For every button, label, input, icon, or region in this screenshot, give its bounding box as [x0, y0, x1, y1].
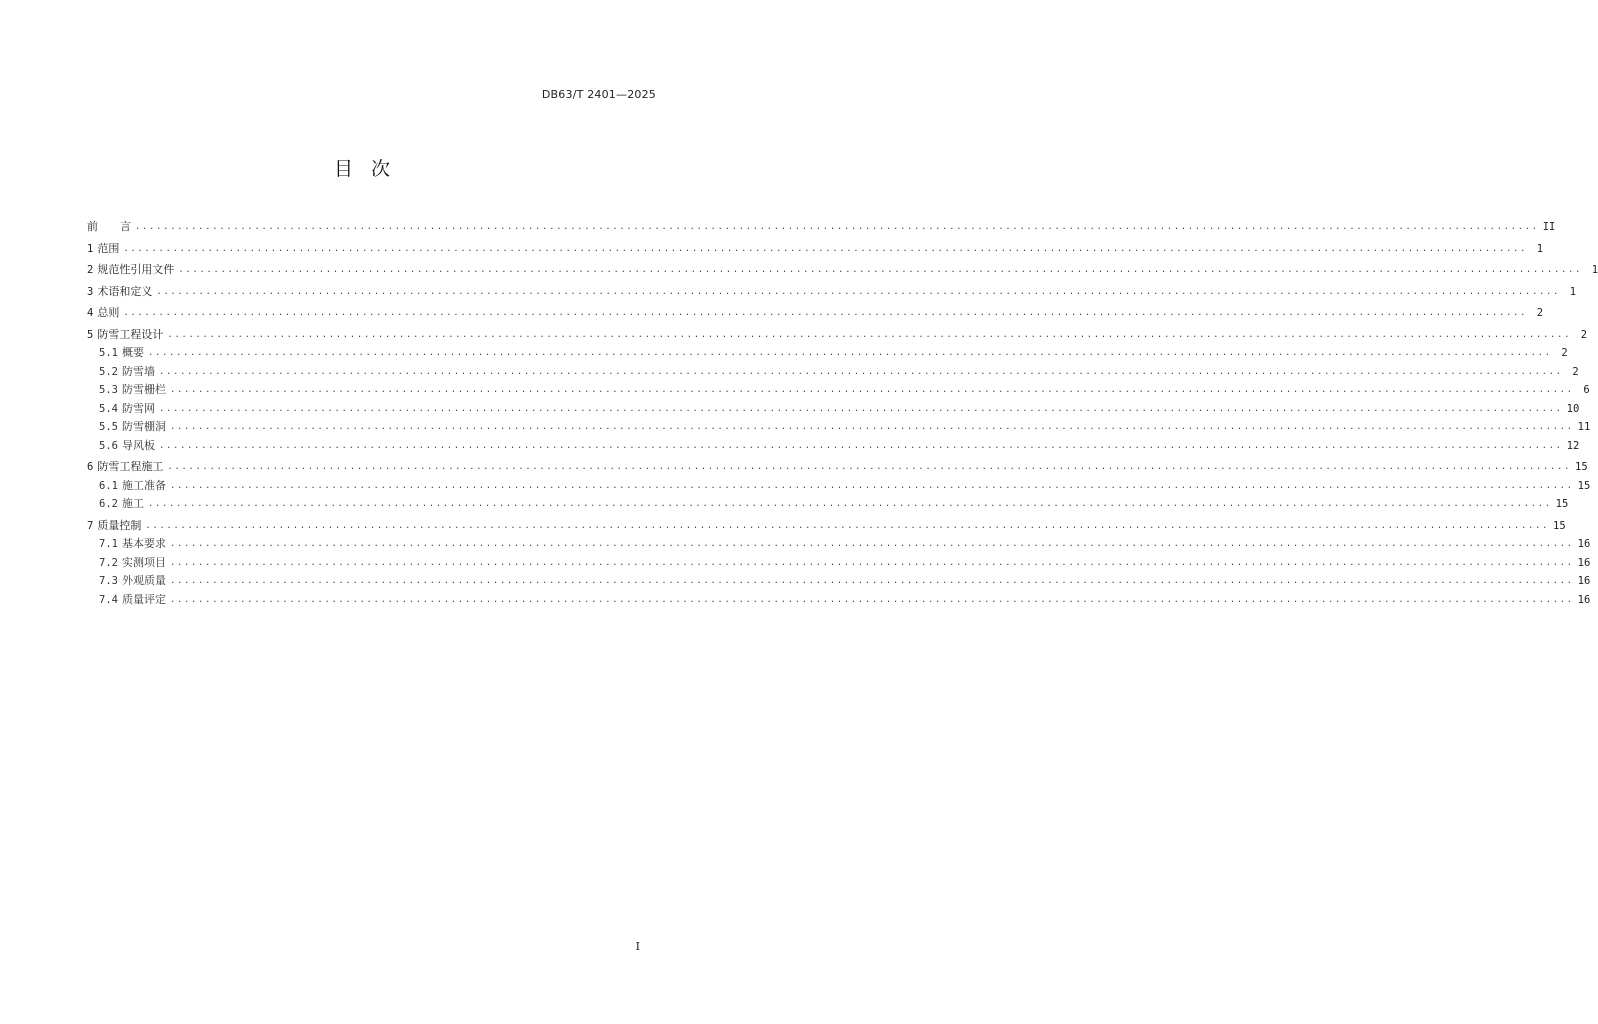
dot-leader: ........................................................................................................................................................................................................	[158, 403, 1563, 414]
toc-entry-label	[87, 261, 174, 280]
toc-entry-text: 外观质量	[121, 574, 166, 587]
toc-entry-label	[87, 458, 163, 477]
toc-subentry[interactable]	[87, 344, 1568, 363]
toc-entry-label	[87, 283, 152, 302]
dot-leader: ........................................................................................................................................................................................................	[169, 557, 1574, 568]
page-title: 目次	[333, 158, 408, 180]
toc-entry-number: 3	[87, 285, 94, 298]
toc-entry-page: 16	[1577, 593, 1591, 606]
toc-entry-text: 施工	[121, 497, 144, 510]
dot-leader: ........................................................................................................................................................................................................	[147, 348, 1552, 358]
toc-entry-label	[99, 381, 166, 400]
toc-entry[interactable]	[87, 517, 1566, 536]
toc-entry-text: 质量评定	[121, 592, 166, 606]
toc-entry-page: 15	[1553, 519, 1566, 532]
toc-entry-number: 7.2	[99, 556, 118, 569]
toc-entry-text: 范围	[97, 241, 120, 255]
toc-subentry[interactable]	[87, 381, 1590, 400]
toc-entry-text: 总则	[97, 306, 120, 319]
toc-entry-text: 防雪工程施工	[97, 460, 164, 473]
toc-entry-number: 5.4	[99, 402, 118, 415]
dot-leader: ........................................................................................................................................................................................................	[169, 480, 1574, 491]
dot-leader: ........................................................................................................................................................................................................	[123, 308, 1528, 318]
dot-leader: ........................................................................................................................................................................................................	[169, 576, 1574, 586]
toc-entry-label	[87, 240, 119, 259]
toc-entry-label	[99, 572, 166, 591]
toc-entry-number: 2	[87, 264, 94, 276]
dot-leader: ........................................................................................................................................................................................................	[169, 539, 1574, 549]
table-of-contents	[87, 218, 1598, 609]
toc-entry-page: 11	[1577, 421, 1591, 433]
toc-subentry[interactable]	[87, 363, 1579, 382]
toc-entry-number: 5.6	[99, 439, 118, 452]
toc-entry-page: 15	[1575, 461, 1588, 473]
toc-subentry[interactable]	[87, 400, 1580, 419]
toc-entry-text: 实测项目	[121, 555, 166, 569]
toc-entry-label	[99, 477, 166, 496]
toc-entry-label	[99, 495, 144, 514]
dot-leader: ........................................................................................................................................................................................................	[169, 594, 1574, 605]
toc-entry[interactable]	[87, 304, 1544, 323]
toc-subentry[interactable]	[87, 591, 1591, 610]
dot-leader: ........................................................................................................................................................................................................	[178, 265, 1583, 275]
dot-leader: ........................................................................................................................................................................................................	[135, 222, 1539, 232]
dot-leader: ........................................................................................................................................................................................................	[167, 462, 1572, 472]
toc-entry-text: 施工准备	[121, 478, 166, 492]
toc-entry-label	[99, 418, 166, 437]
dot-leader: ........................................................................................................................................................................................................	[158, 366, 1563, 377]
toc-subentry[interactable]	[87, 554, 1591, 573]
toc-entry-label	[99, 344, 144, 363]
toc-entry-label	[99, 535, 166, 554]
toc-entry-number: 4	[87, 307, 94, 319]
toc-entry-number: 5.3	[99, 384, 118, 396]
toc-entry-label	[99, 437, 155, 456]
toc-entry-page: 16	[1577, 538, 1591, 550]
toc-entry-number: 7.1	[99, 538, 118, 550]
toc-entry-text: 概要	[121, 346, 144, 359]
toc-entry-number: 1	[87, 242, 94, 255]
toc-subentry[interactable]	[87, 437, 1580, 456]
toc-entry-page: 16	[1577, 575, 1591, 587]
toc-subentry[interactable]	[87, 418, 1591, 437]
dot-leader: ........................................................................................................................................................................................................	[123, 243, 1528, 254]
toc-entry-page: 16	[1577, 556, 1591, 569]
toc-entry-number: 5.5	[99, 421, 118, 433]
toc-subentry[interactable]	[87, 535, 1591, 554]
dot-leader: ........................................................................................................................................................................................................	[156, 286, 1561, 297]
toc-entry-label	[87, 326, 163, 345]
toc-entry-page: 1	[1569, 285, 1577, 298]
toc-entry[interactable]	[87, 458, 1588, 477]
toc-subentry[interactable]	[87, 495, 1569, 514]
toc-entry-text: 导风板	[121, 438, 155, 452]
toc-entry-text: 防雪棚洞	[121, 420, 166, 433]
toc-entry-page: 2	[1561, 347, 1568, 359]
dot-leader: ........................................................................................................................................................................................................	[145, 520, 1550, 531]
toc-entry-number: 7	[87, 519, 94, 532]
toc-entry-label	[87, 304, 119, 323]
toc-subentry[interactable]	[87, 477, 1591, 496]
toc-entry[interactable]	[87, 261, 1598, 280]
toc-entry-page: 1	[1536, 242, 1544, 255]
toc-entry-label	[99, 554, 166, 573]
toc-entry-number: 5	[87, 328, 94, 341]
toc-entry-page: 2	[1536, 307, 1544, 319]
dot-leader: ........................................................................................................................................................................................................	[167, 329, 1572, 340]
toc-entry-text: 防雪工程设计	[97, 327, 164, 341]
dot-leader: ........................................................................................................................................................................................................	[169, 422, 1574, 432]
toc-entry-number: 7.4	[99, 593, 118, 606]
toc-entry-page: 2	[1580, 328, 1588, 341]
toc-subentry[interactable]	[87, 572, 1591, 591]
toc-entry-text: 质量控制	[97, 518, 142, 532]
footer-page-number: I	[635, 940, 640, 953]
toc-entry-page: 2	[1572, 365, 1579, 378]
toc-entry-number: 5.1	[99, 347, 118, 359]
toc-entry-page: 15	[1577, 479, 1591, 492]
toc-entry-number: 6.2	[99, 498, 118, 510]
toc-entry-page: 10	[1566, 402, 1580, 415]
toc-entry-label	[99, 363, 155, 382]
dot-leader: ........................................................................................................................................................................................................	[147, 499, 1552, 509]
toc-entry[interactable]	[87, 326, 1588, 345]
toc-entry-text: 规范性引用文件	[97, 263, 175, 276]
document-code: DB63/T 2401—2025	[541, 88, 656, 101]
toc-entry-text: 防雪网	[121, 401, 155, 415]
toc-entry-number: 6	[87, 461, 94, 473]
toc-entry-text: 基本要求	[121, 537, 166, 550]
toc-entry-page: II	[1542, 221, 1556, 233]
toc-entry[interactable]	[87, 240, 1544, 259]
toc-entry-label	[99, 591, 166, 610]
toc-entry-label	[87, 218, 131, 237]
toc-entry-page: 6	[1583, 384, 1590, 396]
toc-entry-label	[99, 400, 155, 419]
toc-entry-label	[87, 517, 141, 536]
dot-leader: ........................................................................................................................................................................................................	[158, 440, 1563, 451]
toc-entry-page: 12	[1566, 439, 1580, 452]
toc-entry-number: 7.3	[99, 575, 118, 587]
toc-entry-page: 15	[1555, 498, 1569, 510]
dot-leader: ........................................................................................................................................................................................................	[169, 385, 1574, 395]
toc-entry-text: 防雪墙	[121, 364, 155, 378]
toc-entry[interactable]	[87, 283, 1577, 302]
toc-entry-text: 前 言	[87, 220, 131, 233]
toc-entry-text: 术语和定义	[97, 284, 153, 298]
toc-entry-text: 防雪栅栏	[121, 383, 166, 396]
toc-entry[interactable]	[87, 218, 1556, 237]
toc-entry-page: 1	[1591, 264, 1598, 276]
toc-entry-number: 6.1	[99, 479, 118, 492]
toc-entry-number: 5.2	[99, 365, 118, 378]
